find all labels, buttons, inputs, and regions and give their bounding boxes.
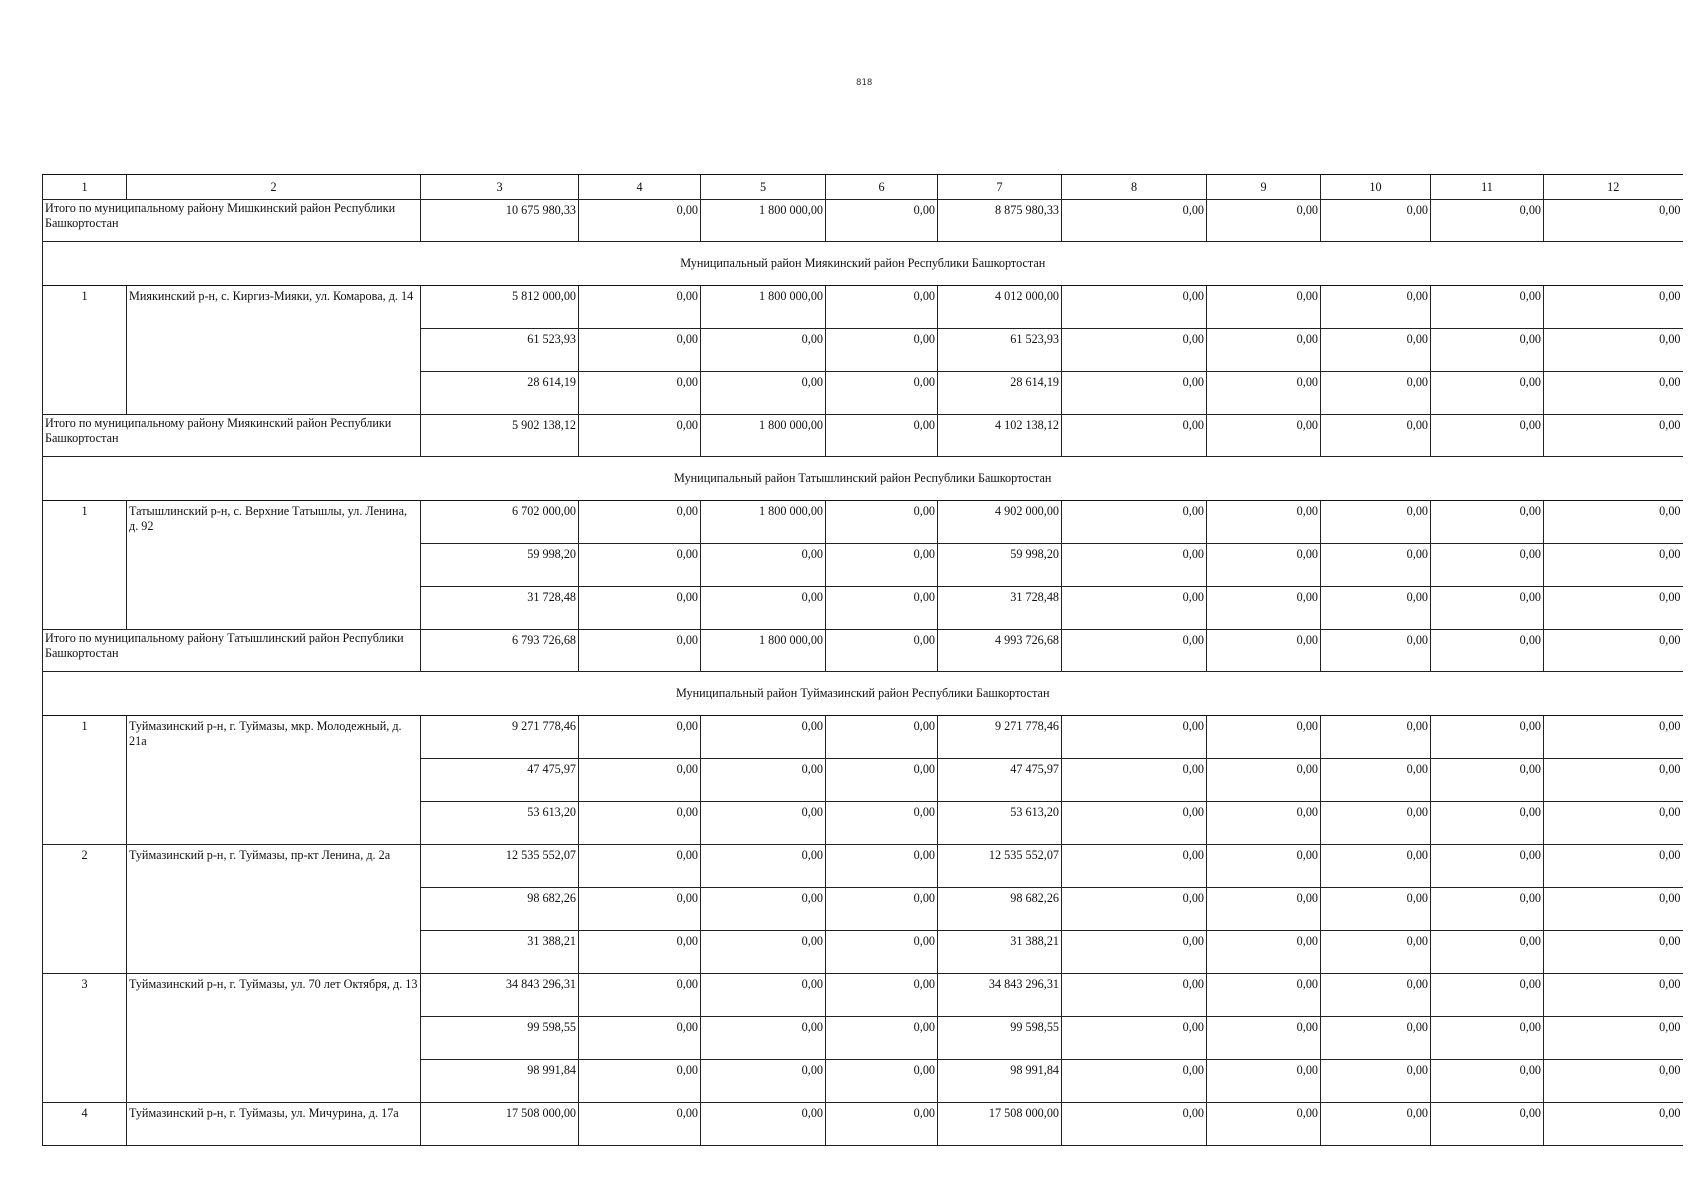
value-cell: 0,00 (1544, 286, 1683, 329)
value-cell: 0,00 (1321, 329, 1431, 372)
value-cell: 0,00 (1321, 587, 1431, 630)
value-cell: 4 102 138,12 (938, 415, 1062, 457)
value-cell: 0,00 (1431, 1060, 1544, 1103)
value-cell: 4 902 000,00 (938, 501, 1062, 544)
value-cell: 0,00 (579, 286, 701, 329)
value-cell: 9 271 778,46 (421, 716, 579, 759)
value-cell: 0,00 (1207, 974, 1321, 1017)
column-header: 10 (1321, 175, 1431, 200)
value-cell: 0,00 (1431, 329, 1544, 372)
value-cell: 0,00 (1544, 544, 1683, 587)
value-cell: 59 998,20 (421, 544, 579, 587)
value-cell: 0,00 (1544, 931, 1683, 974)
value-cell: 0,00 (1207, 931, 1321, 974)
value-cell: 0,00 (1544, 329, 1683, 372)
value-cell: 0,00 (1321, 888, 1431, 931)
value-cell: 0,00 (579, 888, 701, 931)
value-cell: 12 535 552,07 (938, 845, 1062, 888)
value-cell: 0,00 (1544, 501, 1683, 544)
value-cell: 0,00 (701, 802, 826, 845)
value-cell: 0,00 (701, 544, 826, 587)
value-cell: 0,00 (1321, 845, 1431, 888)
value-cell: 0,00 (826, 587, 938, 630)
value-cell: 0,00 (1062, 802, 1207, 845)
value-cell: 0,00 (579, 329, 701, 372)
value-cell: 0,00 (579, 372, 701, 415)
value-cell: 1 800 000,00 (701, 415, 826, 457)
value-cell: 0,00 (1544, 974, 1683, 1017)
value-cell: 31 728,48 (938, 587, 1062, 630)
value-cell: 0,00 (826, 544, 938, 587)
value-cell: 0,00 (1321, 1060, 1431, 1103)
table-row (43, 1103, 1683, 1146)
value-cell: 0,00 (1321, 931, 1431, 974)
value-cell: 0,00 (579, 974, 701, 1017)
value-cell: 0,00 (1431, 802, 1544, 845)
value-cell: 0,00 (1207, 888, 1321, 931)
value-cell: 0,00 (826, 415, 938, 457)
value-cell: 0,00 (1321, 716, 1431, 759)
value-cell: 0,00 (1544, 1060, 1683, 1103)
value-cell: 0,00 (1431, 716, 1544, 759)
value-cell: 0,00 (1431, 200, 1544, 242)
value-cell: 0,00 (826, 845, 938, 888)
column-header: 9 (1207, 175, 1321, 200)
value-cell: 0,00 (1062, 630, 1207, 672)
total-label: Итого по муниципальному району Мишкинский район Республики Башкортостан (43, 200, 421, 242)
value-cell: 0,00 (701, 759, 826, 802)
value-cell: 0,00 (701, 1060, 826, 1103)
value-cell: 53 613,20 (421, 802, 579, 845)
value-cell: 0,00 (1062, 544, 1207, 587)
value-cell: 0,00 (826, 716, 938, 759)
value-cell: 0,00 (1321, 630, 1431, 672)
value-cell: 98 991,84 (938, 1060, 1062, 1103)
value-cell: 0,00 (1062, 286, 1207, 329)
value-cell: 31 388,21 (421, 931, 579, 974)
value-cell: 53 613,20 (938, 802, 1062, 845)
value-cell: 0,00 (1431, 544, 1544, 587)
value-cell: 0,00 (1321, 501, 1431, 544)
column-header: 4 (579, 175, 701, 200)
column-header: 2 (127, 175, 421, 200)
value-cell: 0,00 (1544, 845, 1683, 888)
value-cell: 34 843 296,31 (938, 974, 1062, 1017)
address-cell: Туймазинский р-н, г. Туймазы, мкр. Молодежный, д. 21а (127, 716, 421, 845)
value-cell: 0,00 (579, 544, 701, 587)
value-cell: 0,00 (826, 1103, 938, 1146)
value-cell: 9 271 778,46 (938, 716, 1062, 759)
district-total-row (43, 200, 1683, 242)
value-cell: 61 523,93 (421, 329, 579, 372)
value-cell: 0,00 (826, 1017, 938, 1060)
value-cell: 6 702 000,00 (421, 501, 579, 544)
value-cell: 0,00 (826, 931, 938, 974)
column-header: 5 (701, 175, 826, 200)
value-cell: 0,00 (1544, 630, 1683, 672)
value-cell: 0,00 (1431, 372, 1544, 415)
section-header-row (43, 672, 1683, 716)
value-cell: 0,00 (579, 415, 701, 457)
value-cell: 0,00 (1321, 200, 1431, 242)
value-cell: 0,00 (826, 630, 938, 672)
value-cell: 0,00 (826, 372, 938, 415)
value-cell: 0,00 (1431, 415, 1544, 457)
value-cell: 0,00 (579, 802, 701, 845)
column-header: 6 (826, 175, 938, 200)
value-cell: 31 728,48 (421, 587, 579, 630)
value-cell: 0,00 (826, 329, 938, 372)
value-cell: 0,00 (579, 716, 701, 759)
value-cell: 1 800 000,00 (701, 286, 826, 329)
value-cell: 0,00 (1062, 1060, 1207, 1103)
value-cell: 0,00 (701, 1017, 826, 1060)
address-cell: Туймазинский р-н, г. Туймазы, ул. Мичурина, д. 17а (127, 1103, 421, 1146)
value-cell: 0,00 (701, 931, 826, 974)
row-index: 3 (43, 974, 127, 1103)
value-cell: 0,00 (701, 587, 826, 630)
value-cell: 0,00 (1207, 1017, 1321, 1060)
section-title: Муниципальный район Туймазинский район Республики Башкортостан (43, 672, 1683, 716)
address-cell: Туймазинский р-н, г. Туймазы, пр-кт Ленина, д. 2а (127, 845, 421, 974)
value-cell: 0,00 (1062, 501, 1207, 544)
value-cell: 12 535 552,07 (421, 845, 579, 888)
section-title: Муниципальный район Миякинский район Республики Башкортостан (43, 242, 1683, 286)
total-label: Итого по муниципальному району Миякинский район Республики Башкортостан (43, 415, 421, 457)
value-cell: 0,00 (701, 845, 826, 888)
value-cell: 0,00 (1207, 1060, 1321, 1103)
row-index: 1 (43, 501, 127, 630)
value-cell: 98 991,84 (421, 1060, 579, 1103)
value-cell: 1 800 000,00 (701, 501, 826, 544)
table-row (43, 845, 1683, 888)
financing-table (42, 174, 1683, 1146)
value-cell: 0,00 (1207, 329, 1321, 372)
column-header: 3 (421, 175, 579, 200)
value-cell: 0,00 (579, 1017, 701, 1060)
value-cell: 0,00 (701, 329, 826, 372)
value-cell: 0,00 (1431, 501, 1544, 544)
value-cell: 0,00 (1062, 372, 1207, 415)
value-cell: 0,00 (1431, 845, 1544, 888)
value-cell: 0,00 (1062, 415, 1207, 457)
address-cell: Миякинский р-н, с. Киргиз-Мияки, ул. Комарова, д. 14 (127, 286, 421, 415)
value-cell: 0,00 (579, 1103, 701, 1146)
value-cell: 5 812 000,00 (421, 286, 579, 329)
value-cell: 0,00 (1062, 888, 1207, 931)
section-header-row (43, 457, 1683, 501)
column-header: 7 (938, 175, 1062, 200)
value-cell: 10 675 980,33 (421, 200, 579, 242)
value-cell: 0,00 (1207, 544, 1321, 587)
value-cell: 0,00 (1207, 200, 1321, 242)
value-cell: 0,00 (1207, 759, 1321, 802)
value-cell: 47 475,97 (421, 759, 579, 802)
value-cell: 0,00 (826, 974, 938, 1017)
value-cell: 0,00 (1207, 845, 1321, 888)
value-cell: 0,00 (1544, 716, 1683, 759)
value-cell: 0,00 (1062, 1017, 1207, 1060)
value-cell: 0,00 (1321, 286, 1431, 329)
value-cell: 0,00 (1544, 1017, 1683, 1060)
table-row (43, 286, 1683, 329)
value-cell: 0,00 (701, 974, 826, 1017)
value-cell: 17 508 000,00 (938, 1103, 1062, 1146)
value-cell: 0,00 (826, 286, 938, 329)
value-cell: 0,00 (1544, 759, 1683, 802)
value-cell: 0,00 (1431, 587, 1544, 630)
value-cell: 0,00 (1321, 759, 1431, 802)
district-total-row (43, 415, 1683, 457)
value-cell: 0,00 (826, 802, 938, 845)
value-cell: 0,00 (1207, 286, 1321, 329)
value-cell: 0,00 (1321, 1017, 1431, 1060)
value-cell: 0,00 (1207, 501, 1321, 544)
value-cell: 0,00 (1544, 587, 1683, 630)
value-cell: 4 993 726,68 (938, 630, 1062, 672)
value-cell: 0,00 (826, 888, 938, 931)
section-title: Муниципальный район Татышлинский район Республики Башкортостан (43, 457, 1683, 501)
value-cell: 0,00 (701, 1103, 826, 1146)
value-cell: 61 523,93 (938, 329, 1062, 372)
table-row (43, 716, 1683, 759)
value-cell: 0,00 (579, 501, 701, 544)
value-cell: 0,00 (579, 200, 701, 242)
value-cell: 0,00 (1431, 1103, 1544, 1146)
value-cell: 0,00 (1544, 415, 1683, 457)
value-cell: 0,00 (826, 759, 938, 802)
district-total-row (43, 630, 1683, 672)
value-cell: 0,00 (1431, 630, 1544, 672)
value-cell: 5 902 138,12 (421, 415, 579, 457)
row-index: 2 (43, 845, 127, 974)
row-index: 1 (43, 716, 127, 845)
value-cell: 0,00 (1544, 802, 1683, 845)
table-row (43, 501, 1683, 544)
value-cell: 0,00 (1207, 802, 1321, 845)
value-cell: 0,00 (1544, 888, 1683, 931)
value-cell: 0,00 (1062, 716, 1207, 759)
value-cell: 0,00 (1062, 1103, 1207, 1146)
value-cell: 0,00 (1207, 630, 1321, 672)
value-cell: 0,00 (1062, 587, 1207, 630)
total-label: Итого по муниципальному району Татышлинский район Республики Башкортостан (43, 630, 421, 672)
value-cell: 0,00 (1321, 802, 1431, 845)
value-cell: 99 598,55 (421, 1017, 579, 1060)
value-cell: 0,00 (1062, 931, 1207, 974)
value-cell: 0,00 (1321, 544, 1431, 587)
value-cell: 4 012 000,00 (938, 286, 1062, 329)
column-header: 8 (1062, 175, 1207, 200)
value-cell: 0,00 (701, 716, 826, 759)
value-cell: 0,00 (1062, 329, 1207, 372)
value-cell: 34 843 296,31 (421, 974, 579, 1017)
value-cell: 6 793 726,68 (421, 630, 579, 672)
value-cell: 0,00 (1207, 587, 1321, 630)
value-cell: 0,00 (1207, 1103, 1321, 1146)
value-cell: 28 614,19 (938, 372, 1062, 415)
value-cell: 8 875 980,33 (938, 200, 1062, 242)
value-cell: 1 800 000,00 (701, 630, 826, 672)
value-cell: 0,00 (1431, 931, 1544, 974)
value-cell: 0,00 (1431, 888, 1544, 931)
value-cell: 0,00 (1544, 1103, 1683, 1146)
table-row (43, 974, 1683, 1017)
value-cell: 47 475,97 (938, 759, 1062, 802)
value-cell: 0,00 (579, 630, 701, 672)
value-cell: 98 682,26 (938, 888, 1062, 931)
value-cell: 0,00 (1431, 286, 1544, 329)
value-cell: 98 682,26 (421, 888, 579, 931)
value-cell: 0,00 (1062, 974, 1207, 1017)
value-cell: 0,00 (1207, 716, 1321, 759)
value-cell: 0,00 (579, 845, 701, 888)
value-cell: 0,00 (826, 501, 938, 544)
value-cell: 0,00 (579, 587, 701, 630)
section-header-row (43, 242, 1683, 286)
value-cell: 31 388,21 (938, 931, 1062, 974)
column-header: 1 (43, 175, 127, 200)
value-cell: 0,00 (1544, 372, 1683, 415)
value-cell: 17 508 000,00 (421, 1103, 579, 1146)
value-cell: 0,00 (1431, 1017, 1544, 1060)
value-cell: 0,00 (1431, 974, 1544, 1017)
value-cell: 0,00 (826, 1060, 938, 1103)
value-cell: 0,00 (579, 1060, 701, 1103)
address-cell: Туймазинский р-н, г. Туймазы, ул. 70 лет Октября, д. 13 (127, 974, 421, 1103)
value-cell: 0,00 (1207, 415, 1321, 457)
value-cell: 0,00 (1321, 415, 1431, 457)
value-cell: 0,00 (1431, 759, 1544, 802)
value-cell: 28 614,19 (421, 372, 579, 415)
row-index: 1 (43, 286, 127, 415)
value-cell: 59 998,20 (938, 544, 1062, 587)
value-cell: 1 800 000,00 (701, 200, 826, 242)
column-number-header-row (43, 175, 1683, 200)
value-cell: 0,00 (1321, 974, 1431, 1017)
value-cell: 0,00 (1321, 1103, 1431, 1146)
value-cell: 0,00 (1321, 372, 1431, 415)
value-cell: 0,00 (826, 200, 938, 242)
value-cell: 0,00 (1207, 372, 1321, 415)
value-cell: 0,00 (1062, 845, 1207, 888)
address-cell: Татышлинский р-н, с. Верхние Татышлы, ул. Ленина, д. 92 (127, 501, 421, 630)
value-cell: 99 598,55 (938, 1017, 1062, 1060)
row-index: 4 (43, 1103, 127, 1146)
column-header: 11 (1431, 175, 1544, 200)
value-cell: 0,00 (579, 759, 701, 802)
value-cell: 0,00 (1544, 200, 1683, 242)
value-cell: 0,00 (1062, 200, 1207, 242)
page-number: 818 (856, 78, 873, 88)
column-header: 12 (1544, 175, 1683, 200)
value-cell: 0,00 (579, 931, 701, 974)
value-cell: 0,00 (701, 888, 826, 931)
value-cell: 0,00 (1062, 759, 1207, 802)
value-cell: 0,00 (701, 372, 826, 415)
